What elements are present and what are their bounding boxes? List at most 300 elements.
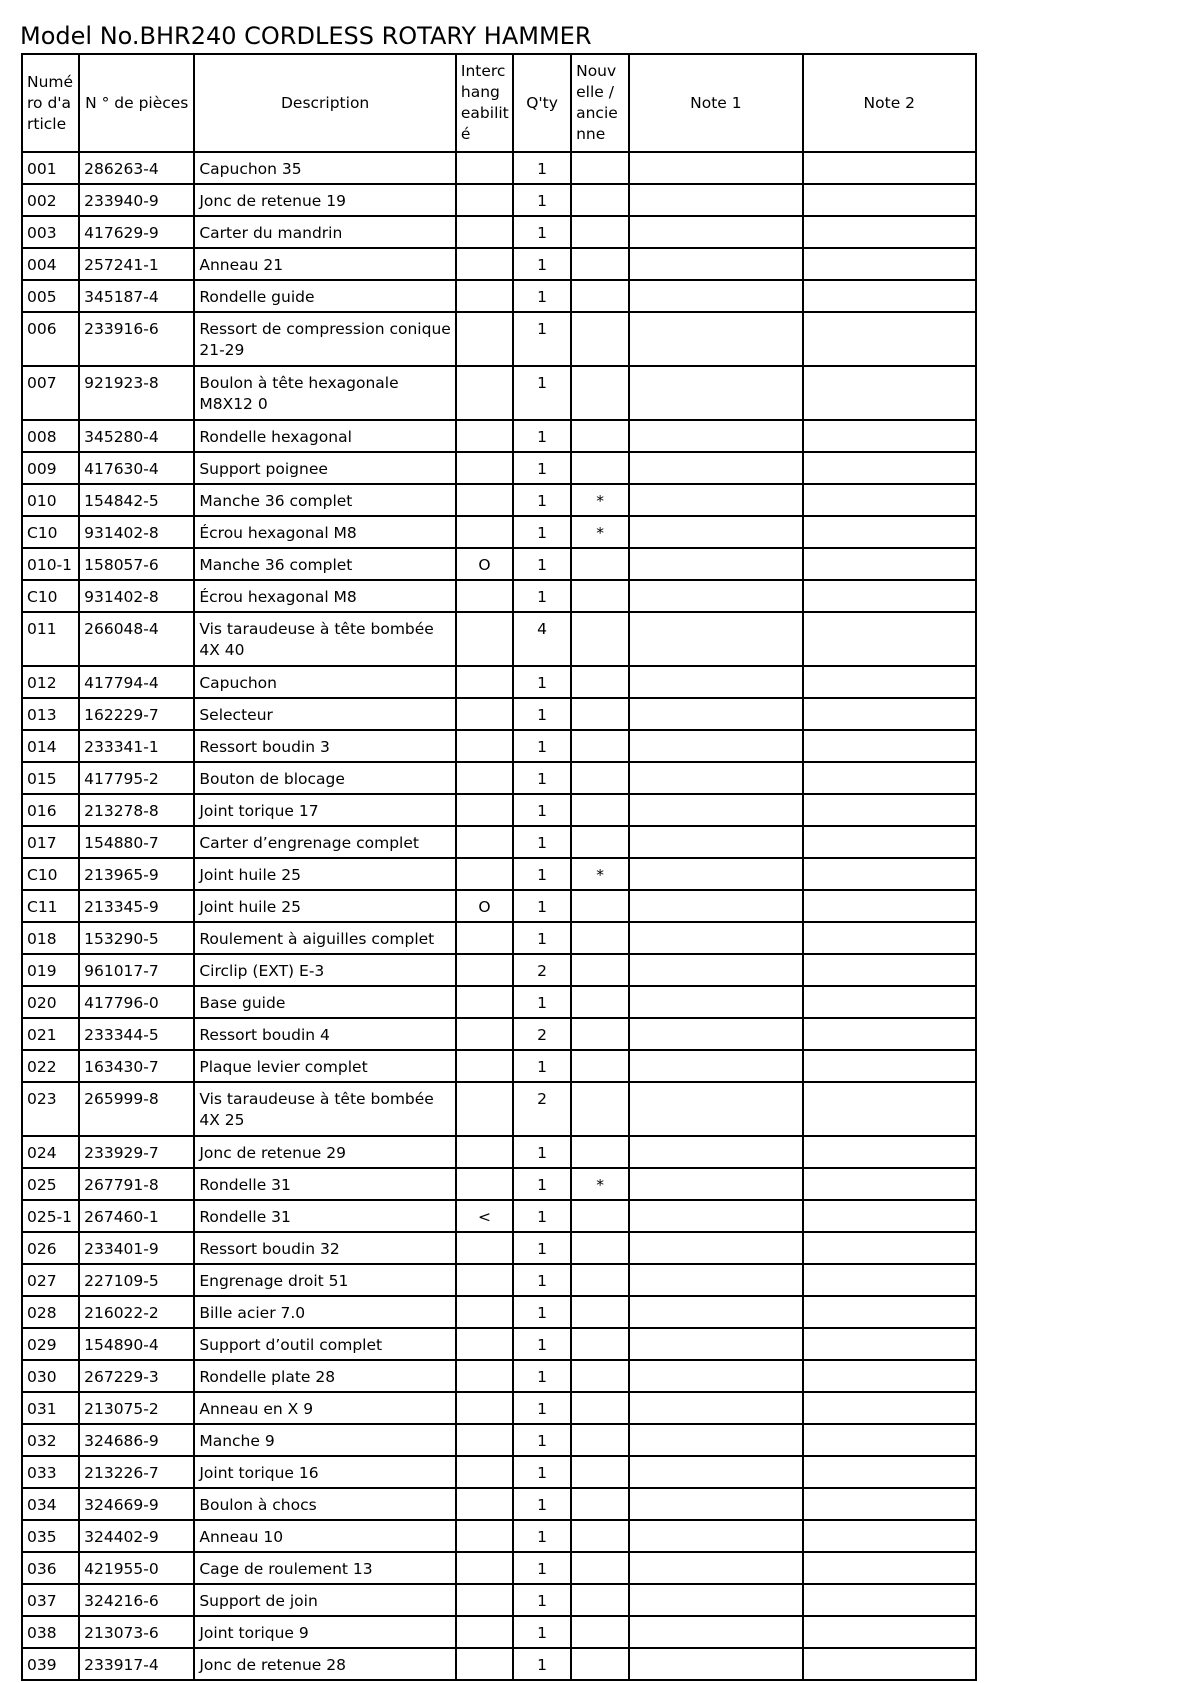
cell-part-no: 227109-5 (79, 1264, 194, 1296)
cell-qty: 1 (513, 1328, 571, 1360)
cell-part-no: 417795-2 (79, 762, 194, 794)
cell-part-no: 213278-8 (79, 794, 194, 826)
cell-note2 (803, 762, 976, 794)
cell-qty: 1 (513, 280, 571, 312)
cell-note1 (629, 484, 802, 516)
cell-note1 (629, 1328, 802, 1360)
cell-note2 (803, 1328, 976, 1360)
cell-note2 (803, 1360, 976, 1392)
cell-note1 (629, 548, 802, 580)
cell-qty: 1 (513, 580, 571, 612)
cell-part-no: 154880-7 (79, 826, 194, 858)
column-header-note2: Note 2 (803, 54, 976, 152)
cell-part-no: 267460-1 (79, 1200, 194, 1232)
cell-qty: 1 (513, 1200, 571, 1232)
table-row (22, 452, 976, 484)
cell-part-no: 417794-4 (79, 666, 194, 698)
cell-new-old (571, 1200, 629, 1232)
cell-qty: 1 (513, 216, 571, 248)
cell-description: Vis taraudeuse à tête bombée 4X 25 (194, 1082, 456, 1136)
cell-interchangeability (456, 666, 513, 698)
cell-note1 (629, 1018, 802, 1050)
cell-part-no: 257241-1 (79, 248, 194, 280)
cell-description: Support d’outil complet (194, 1328, 456, 1360)
cell-qty: 1 (513, 698, 571, 730)
cell-qty: 1 (513, 826, 571, 858)
cell-description: Support de join (194, 1584, 456, 1616)
table-row (22, 954, 976, 986)
cell-item-no: 009 (22, 452, 79, 484)
cell-item-no: 004 (22, 248, 79, 280)
cell-qty: 1 (513, 858, 571, 890)
cell-qty: 1 (513, 1050, 571, 1082)
cell-qty: 1 (513, 794, 571, 826)
cell-note1 (629, 184, 802, 216)
cell-item-no: C10 (22, 858, 79, 890)
cell-note2 (803, 986, 976, 1018)
cell-interchangeability (456, 1648, 513, 1680)
cell-part-no: 324669-9 (79, 1488, 194, 1520)
table-row (22, 1018, 976, 1050)
cell-description: Carter d’engrenage complet (194, 826, 456, 858)
cell-qty: 1 (513, 762, 571, 794)
column-header-description: Description (194, 54, 456, 152)
cell-interchangeability (456, 1424, 513, 1456)
cell-part-no: 213345-9 (79, 890, 194, 922)
cell-note1 (629, 516, 802, 548)
table-row (22, 1264, 976, 1296)
cell-description: Base guide (194, 986, 456, 1018)
cell-description: Roulement à aiguilles complet (194, 922, 456, 954)
table-row (22, 1456, 976, 1488)
cell-qty: 1 (513, 184, 571, 216)
cell-item-no: 020 (22, 986, 79, 1018)
cell-description: Écrou hexagonal M8 (194, 580, 456, 612)
column-header-part-no: N ° de pièces (79, 54, 194, 152)
cell-qty: 2 (513, 1082, 571, 1136)
cell-description: Capuchon (194, 666, 456, 698)
cell-part-no: 931402-8 (79, 516, 194, 548)
cell-note1 (629, 420, 802, 452)
cell-new-old (571, 922, 629, 954)
cell-qty: 1 (513, 1360, 571, 1392)
cell-interchangeability (456, 366, 513, 420)
cell-part-no: 286263-4 (79, 152, 194, 184)
cell-part-no: 233940-9 (79, 184, 194, 216)
cell-part-no: 421955-0 (79, 1552, 194, 1584)
table-row (22, 1552, 976, 1584)
cell-description: Selecteur (194, 698, 456, 730)
cell-description: Capuchon 35 (194, 152, 456, 184)
cell-note2 (803, 1082, 976, 1136)
cell-interchangeability (456, 794, 513, 826)
cell-note1 (629, 1584, 802, 1616)
cell-interchangeability (456, 730, 513, 762)
table-row (22, 1520, 976, 1552)
cell-qty: 1 (513, 890, 571, 922)
cell-new-old (571, 1082, 629, 1136)
cell-description: Joint huile 25 (194, 890, 456, 922)
cell-note2 (803, 184, 976, 216)
cell-interchangeability (456, 1168, 513, 1200)
cell-item-no: 022 (22, 1050, 79, 1082)
cell-note2 (803, 484, 976, 516)
cell-qty: 1 (513, 548, 571, 580)
cell-note1 (629, 1232, 802, 1264)
cell-item-no: 006 (22, 312, 79, 366)
cell-interchangeability (456, 986, 513, 1018)
cell-item-no: 021 (22, 1018, 79, 1050)
cell-note2 (803, 1424, 976, 1456)
cell-note1 (629, 1136, 802, 1168)
cell-qty: 1 (513, 1648, 571, 1680)
cell-qty: 1 (513, 1616, 571, 1648)
cell-note1 (629, 312, 802, 366)
cell-qty: 1 (513, 1520, 571, 1552)
cell-note1 (629, 666, 802, 698)
cell-note1 (629, 1648, 802, 1680)
cell-interchangeability (456, 312, 513, 366)
cell-interchangeability (456, 1232, 513, 1264)
column-header-new-old: Nouv elle / ancie nne (571, 54, 629, 152)
table-row (22, 698, 976, 730)
cell-item-no: 027 (22, 1264, 79, 1296)
cell-item-no: 007 (22, 366, 79, 420)
cell-part-no: 163430-7 (79, 1050, 194, 1082)
cell-item-no: 036 (22, 1552, 79, 1584)
table-row (22, 420, 976, 452)
cell-part-no: 213073-6 (79, 1616, 194, 1648)
cell-note2 (803, 580, 976, 612)
cell-description: Vis taraudeuse à tête bombée 4X 40 (194, 612, 456, 666)
cell-item-no: 008 (22, 420, 79, 452)
table-row (22, 1200, 976, 1232)
cell-item-no: 032 (22, 1424, 79, 1456)
parts-table-body (22, 152, 976, 1680)
cell-item-no: 025-1 (22, 1200, 79, 1232)
cell-note2 (803, 152, 976, 184)
cell-note2 (803, 1648, 976, 1680)
cell-item-no: 003 (22, 216, 79, 248)
table-row (22, 730, 976, 762)
cell-item-no: 010-1 (22, 548, 79, 580)
cell-part-no: 267229-3 (79, 1360, 194, 1392)
cell-new-old (571, 1360, 629, 1392)
cell-item-no: 019 (22, 954, 79, 986)
cell-note2 (803, 1168, 976, 1200)
table-row (22, 1584, 976, 1616)
cell-note1 (629, 280, 802, 312)
cell-item-no: 039 (22, 1648, 79, 1680)
cell-part-no: 324402-9 (79, 1520, 194, 1552)
cell-note1 (629, 216, 802, 248)
cell-new-old: * (571, 1168, 629, 1200)
cell-part-no: 154842-5 (79, 484, 194, 516)
cell-part-no: 266048-4 (79, 612, 194, 666)
cell-interchangeability (456, 922, 513, 954)
cell-part-no: 233401-9 (79, 1232, 194, 1264)
cell-note1 (629, 1456, 802, 1488)
cell-interchangeability (456, 1360, 513, 1392)
cell-qty: 1 (513, 1424, 571, 1456)
cell-new-old (571, 216, 629, 248)
cell-interchangeability (456, 1296, 513, 1328)
cell-new-old (571, 1584, 629, 1616)
cell-qty: 1 (513, 986, 571, 1018)
cell-description: Rondelle plate 28 (194, 1360, 456, 1392)
cell-item-no: 029 (22, 1328, 79, 1360)
cell-note1 (629, 922, 802, 954)
cell-note2 (803, 1392, 976, 1424)
cell-note2 (803, 922, 976, 954)
cell-note1 (629, 954, 802, 986)
cell-part-no: 233344-5 (79, 1018, 194, 1050)
cell-item-no: 005 (22, 280, 79, 312)
cell-new-old (571, 1264, 629, 1296)
cell-new-old (571, 312, 629, 366)
cell-new-old (571, 1296, 629, 1328)
table-row (22, 666, 976, 698)
cell-note2 (803, 1136, 976, 1168)
cell-note1 (629, 452, 802, 484)
table-row (22, 1050, 976, 1082)
cell-new-old (571, 248, 629, 280)
table-row (22, 184, 976, 216)
cell-qty: 1 (513, 248, 571, 280)
cell-note2 (803, 1050, 976, 1082)
cell-interchangeability (456, 762, 513, 794)
cell-interchangeability (456, 452, 513, 484)
cell-item-no: 012 (22, 666, 79, 698)
table-row (22, 248, 976, 280)
cell-description: Rondelle 31 (194, 1168, 456, 1200)
cell-new-old (571, 698, 629, 730)
cell-note1 (629, 890, 802, 922)
cell-qty: 1 (513, 366, 571, 420)
cell-note1 (629, 1168, 802, 1200)
cell-interchangeability (456, 1488, 513, 1520)
cell-item-no: C10 (22, 580, 79, 612)
table-row (22, 1082, 976, 1136)
cell-new-old (571, 1616, 629, 1648)
cell-note2 (803, 420, 976, 452)
cell-note2 (803, 730, 976, 762)
cell-description: Boulon à chocs (194, 1488, 456, 1520)
cell-new-old (571, 1520, 629, 1552)
cell-note2 (803, 280, 976, 312)
cell-item-no: 023 (22, 1082, 79, 1136)
cell-qty: 1 (513, 1264, 571, 1296)
cell-note2 (803, 1200, 976, 1232)
cell-interchangeability (456, 1328, 513, 1360)
cell-description: Circlip (EXT) E-3 (194, 954, 456, 986)
cell-interchangeability (456, 1018, 513, 1050)
cell-part-no: 345280-4 (79, 420, 194, 452)
cell-new-old: * (571, 484, 629, 516)
cell-new-old (571, 1136, 629, 1168)
cell-note2 (803, 1584, 976, 1616)
cell-new-old (571, 730, 629, 762)
table-row (22, 366, 976, 420)
cell-new-old (571, 826, 629, 858)
cell-qty: 1 (513, 922, 571, 954)
cell-description: Cage de roulement 13 (194, 1552, 456, 1584)
cell-item-no: 002 (22, 184, 79, 216)
table-row (22, 922, 976, 954)
table-row (22, 216, 976, 248)
cell-note2 (803, 666, 976, 698)
cell-qty: 1 (513, 1584, 571, 1616)
cell-qty: 2 (513, 954, 571, 986)
cell-qty: 1 (513, 1296, 571, 1328)
cell-item-no: 028 (22, 1296, 79, 1328)
cell-interchangeability (456, 1584, 513, 1616)
cell-description: Jonc de retenue 28 (194, 1648, 456, 1680)
cell-part-no: 417629-9 (79, 216, 194, 248)
cell-description: Plaque levier complet (194, 1050, 456, 1082)
cell-item-no: 030 (22, 1360, 79, 1392)
cell-interchangeability (456, 1552, 513, 1584)
cell-note2 (803, 312, 976, 366)
cell-note1 (629, 1616, 802, 1648)
cell-new-old (571, 1328, 629, 1360)
table-row (22, 1168, 976, 1200)
cell-part-no: 213075-2 (79, 1392, 194, 1424)
cell-note2 (803, 216, 976, 248)
cell-part-no: 213965-9 (79, 858, 194, 890)
cell-new-old (571, 1232, 629, 1264)
cell-interchangeability (456, 216, 513, 248)
cell-note1 (629, 698, 802, 730)
cell-note1 (629, 1360, 802, 1392)
cell-description: Rondelle 31 (194, 1200, 456, 1232)
cell-part-no: 417796-0 (79, 986, 194, 1018)
cell-part-no: 324216-6 (79, 1584, 194, 1616)
parts-table (21, 53, 977, 1681)
cell-note1 (629, 1488, 802, 1520)
cell-part-no: 267791-8 (79, 1168, 194, 1200)
cell-part-no: 931402-8 (79, 580, 194, 612)
cell-qty: 1 (513, 516, 571, 548)
cell-note2 (803, 890, 976, 922)
cell-item-no: 018 (22, 922, 79, 954)
cell-note2 (803, 954, 976, 986)
column-header-interchangeability: Interc hang eabilit é (456, 54, 513, 152)
cell-note1 (629, 612, 802, 666)
cell-note2 (803, 1552, 976, 1584)
cell-part-no: 265999-8 (79, 1082, 194, 1136)
cell-new-old (571, 890, 629, 922)
cell-new-old (571, 986, 629, 1018)
table-row (22, 986, 976, 1018)
table-row (22, 826, 976, 858)
cell-note1 (629, 152, 802, 184)
cell-note1 (629, 858, 802, 890)
cell-qty: 1 (513, 1456, 571, 1488)
cell-new-old: * (571, 858, 629, 890)
cell-item-no: 017 (22, 826, 79, 858)
cell-description: Anneau 10 (194, 1520, 456, 1552)
cell-note2 (803, 794, 976, 826)
cell-part-no: 233929-7 (79, 1136, 194, 1168)
table-row (22, 858, 976, 890)
cell-qty: 1 (513, 1232, 571, 1264)
table-row (22, 1296, 976, 1328)
cell-part-no: 154890-4 (79, 1328, 194, 1360)
table-row (22, 1616, 976, 1648)
cell-new-old (571, 152, 629, 184)
cell-new-old (571, 420, 629, 452)
cell-interchangeability (456, 826, 513, 858)
cell-item-no: 016 (22, 794, 79, 826)
cell-note2 (803, 826, 976, 858)
cell-interchangeability (456, 612, 513, 666)
cell-note2 (803, 1456, 976, 1488)
cell-qty: 4 (513, 612, 571, 666)
cell-item-no: 031 (22, 1392, 79, 1424)
cell-part-no: 153290-5 (79, 922, 194, 954)
cell-new-old (571, 184, 629, 216)
cell-new-old (571, 280, 629, 312)
cell-item-no: 011 (22, 612, 79, 666)
cell-description: Rondelle hexagonal (194, 420, 456, 452)
cell-qty: 1 (513, 1136, 571, 1168)
cell-note1 (629, 1520, 802, 1552)
cell-interchangeability (456, 1136, 513, 1168)
cell-interchangeability (456, 484, 513, 516)
cell-new-old (571, 1018, 629, 1050)
table-row (22, 516, 976, 548)
cell-note2 (803, 516, 976, 548)
cell-qty: 1 (513, 452, 571, 484)
cell-description: Ressort boudin 32 (194, 1232, 456, 1264)
cell-new-old (571, 954, 629, 986)
cell-new-old (571, 1648, 629, 1680)
cell-item-no: C10 (22, 516, 79, 548)
table-row (22, 580, 976, 612)
cell-interchangeability (456, 1520, 513, 1552)
cell-qty: 2 (513, 1018, 571, 1050)
cell-description: Rondelle guide (194, 280, 456, 312)
cell-item-no: 035 (22, 1520, 79, 1552)
table-row (22, 1424, 976, 1456)
column-header-qty: Q'ty (513, 54, 571, 152)
table-row (22, 152, 976, 184)
cell-description: Bille acier 7.0 (194, 1296, 456, 1328)
cell-interchangeability (456, 1264, 513, 1296)
table-row (22, 612, 976, 666)
column-header-item-no: Numé ro d'a rticle (22, 54, 79, 152)
cell-note2 (803, 1520, 976, 1552)
cell-new-old (571, 1050, 629, 1082)
cell-part-no: 216022-2 (79, 1296, 194, 1328)
cell-new-old: * (571, 516, 629, 548)
table-row (22, 762, 976, 794)
cell-note1 (629, 762, 802, 794)
cell-new-old (571, 666, 629, 698)
cell-part-no: 158057-6 (79, 548, 194, 580)
table-row (22, 1232, 976, 1264)
cell-qty: 1 (513, 312, 571, 366)
cell-note1 (629, 1082, 802, 1136)
cell-qty: 1 (513, 484, 571, 516)
cell-item-no: 037 (22, 1584, 79, 1616)
cell-qty: 1 (513, 152, 571, 184)
table-row (22, 1392, 976, 1424)
cell-new-old (571, 1552, 629, 1584)
cell-note2 (803, 452, 976, 484)
cell-qty: 1 (513, 420, 571, 452)
